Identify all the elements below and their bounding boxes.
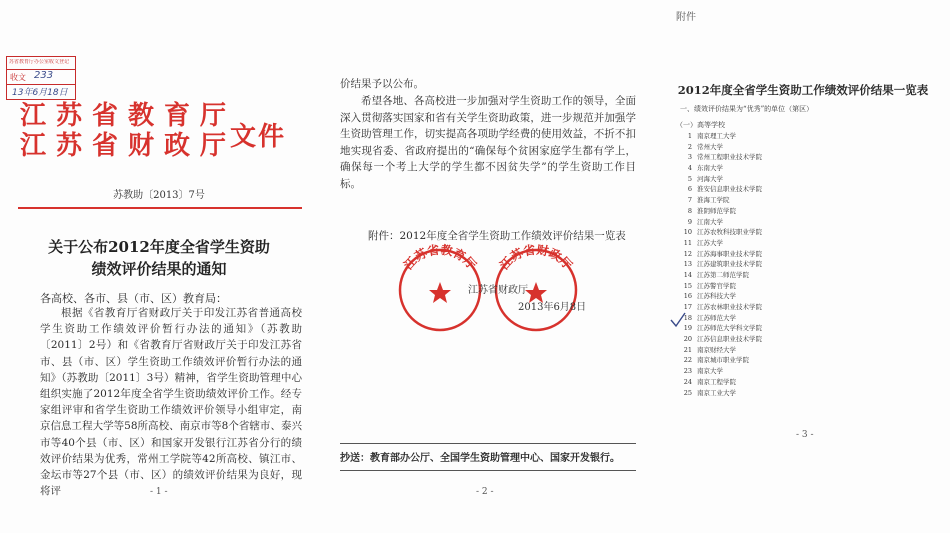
cc-rule-bottom (340, 470, 636, 471)
list-item: 11 江苏大学 (683, 238, 723, 247)
document-suffix: 文件 (230, 122, 287, 152)
list-item: 13 江苏建筑职业技术学院 (683, 260, 762, 269)
issue-date: 2013年6月8日 (518, 302, 587, 313)
list-item: 23 南京大学 (683, 367, 723, 376)
receipt-date: 13年6月18日 (12, 88, 68, 98)
list-item: 5 河海大学 (687, 174, 723, 183)
list-item: 22 南京城市职业学院 (683, 356, 749, 365)
list-item: 15 江苏警官学院 (683, 281, 736, 290)
list-item: 20 江苏信息职业技术学院 (683, 335, 762, 344)
receipt-doc-number: 233 (34, 70, 54, 81)
seal-left-text: 江苏省教育厅 (401, 242, 479, 273)
issuing-org-finance: 江苏省财政厅 (20, 131, 237, 161)
list-item: 12 江苏海事职业技术学院 (683, 249, 762, 258)
notice-body: 根据《省教育厅省财政厅关于印发江苏省普通高校学生资助工作绩效评价暂行办法的通知》（苏教助〔2011〕2号）和《省教育厅省财政厅关于印发江苏省市、县（市、区）学生资助工作绩效评价暂行办法的通知》（苏教助〔2011〕3号）精神，省学生资助管理中心组织实施了2012年度全省学生资助绩效评价工作。经专家组评审和省学生资助工作绩效评价领导小组审定，南京信息工程大学等58所高校、南京市等8个省辖市、泰兴市等40个县（市、区）和国家开发银行江苏省分行的绩效评价结果为优秀，常州工学院等42所高校、镇江市、金坛市等27个县（市、区）的绩效评价结果为良好，现将评 (40, 307, 302, 498)
list-item: 21 南京财经大学 (683, 345, 736, 354)
issuer-name: 江苏省财政厅 (468, 285, 528, 296)
list-item: 9 江南大学 (687, 217, 723, 226)
list-item: 10 江苏农牧科技职业学院 (683, 228, 762, 237)
list-item: 3 常州工程职业技术学院 (687, 153, 762, 162)
list-item: 16 江苏科技大学 (683, 292, 736, 301)
list-item: 8 淮阴师范学院 (687, 206, 736, 215)
attachment-label: 附件 (676, 12, 696, 23)
attachment-line: 附件：2012年度全省学生资助工作绩效评价结果一览表 (368, 230, 626, 242)
list-item: 14 江苏第二师范学院 (683, 270, 749, 279)
receipt-stamp-header: 苏省教育厅办公室收文登记 (9, 59, 70, 65)
page-number-3: - 3 - (796, 430, 814, 440)
document-page-1 (0, 0, 318, 533)
list-item: 1 南京理工大学 (687, 132, 736, 140)
list-item: 7 淮海工学院 (687, 196, 730, 205)
notice-title-line-2: 绩效评价结果的通知 (91, 260, 227, 278)
body-paragraph: 希望各地、各高校进一步加强对学生资助工作的领导，全面深入贯彻落实国家和省有关学生资助政策，进一步规范并加强学生资助管理工作，切实提高各项助学经费的使用效益，不折不扣地实现省委、省政府提出的“确保每个贫困家庭学生都有学上，确保每一个考上大学的学生都不因贫失学”的学生资助工作目标。 (340, 95, 636, 190)
receipt-stamp-label: 收文 (10, 73, 26, 82)
results-table-title: 2012年度全省学生资助工作绩效评价结果一览表 (677, 83, 929, 97)
list-item: 4 东南大学 (687, 164, 723, 173)
list-item: 19 江苏师范大学科文学院 (683, 324, 762, 333)
seal-right-text: 江苏省财政厅 (497, 242, 575, 273)
results-category: 一、绩效评价结果为“优秀”的单位（第区） (680, 105, 814, 113)
issuing-org-education: 江苏省教育厅 (20, 101, 237, 131)
list-item: 17 江苏农林职业技术学院 (683, 303, 762, 311)
document-page-2 (318, 0, 656, 533)
page-number-2: - 2 - (476, 487, 494, 497)
results-section: （一）高等学校 (676, 121, 725, 129)
list-item: 2 常州大学 (687, 142, 723, 151)
cc-list: 抄送：教育部办公厅、全国学生资助管理中心、国家开发银行。 (340, 453, 620, 464)
document-number: 苏教助〔2013〕7号 (113, 190, 205, 201)
pen-checkmark-icon (670, 312, 686, 328)
cc-rule-top (340, 443, 636, 444)
school-list (678, 131, 762, 398)
red-divider (18, 207, 302, 209)
list-item: 25 南京工业大学 (683, 388, 736, 397)
svg-text:江苏省教育厅 (400, 242, 479, 273)
svg-text:江苏省财政厅 (496, 242, 575, 273)
list-item: 24 南京工程学院 (683, 377, 736, 386)
list-item: 18 江苏师范大学 (683, 313, 736, 322)
document-page-3 (656, 0, 950, 533)
notice-title-line-1: 关于公布2012年度全省学生资助 (48, 238, 270, 256)
list-item: 6 淮安信息职业技术学院 (687, 185, 762, 194)
body-continuation: 价结果予以公布。 (340, 78, 424, 90)
addressee: 各高校、各市、县（市、区）教育局： (40, 292, 227, 305)
page-number-1: - 1 - (150, 487, 168, 497)
